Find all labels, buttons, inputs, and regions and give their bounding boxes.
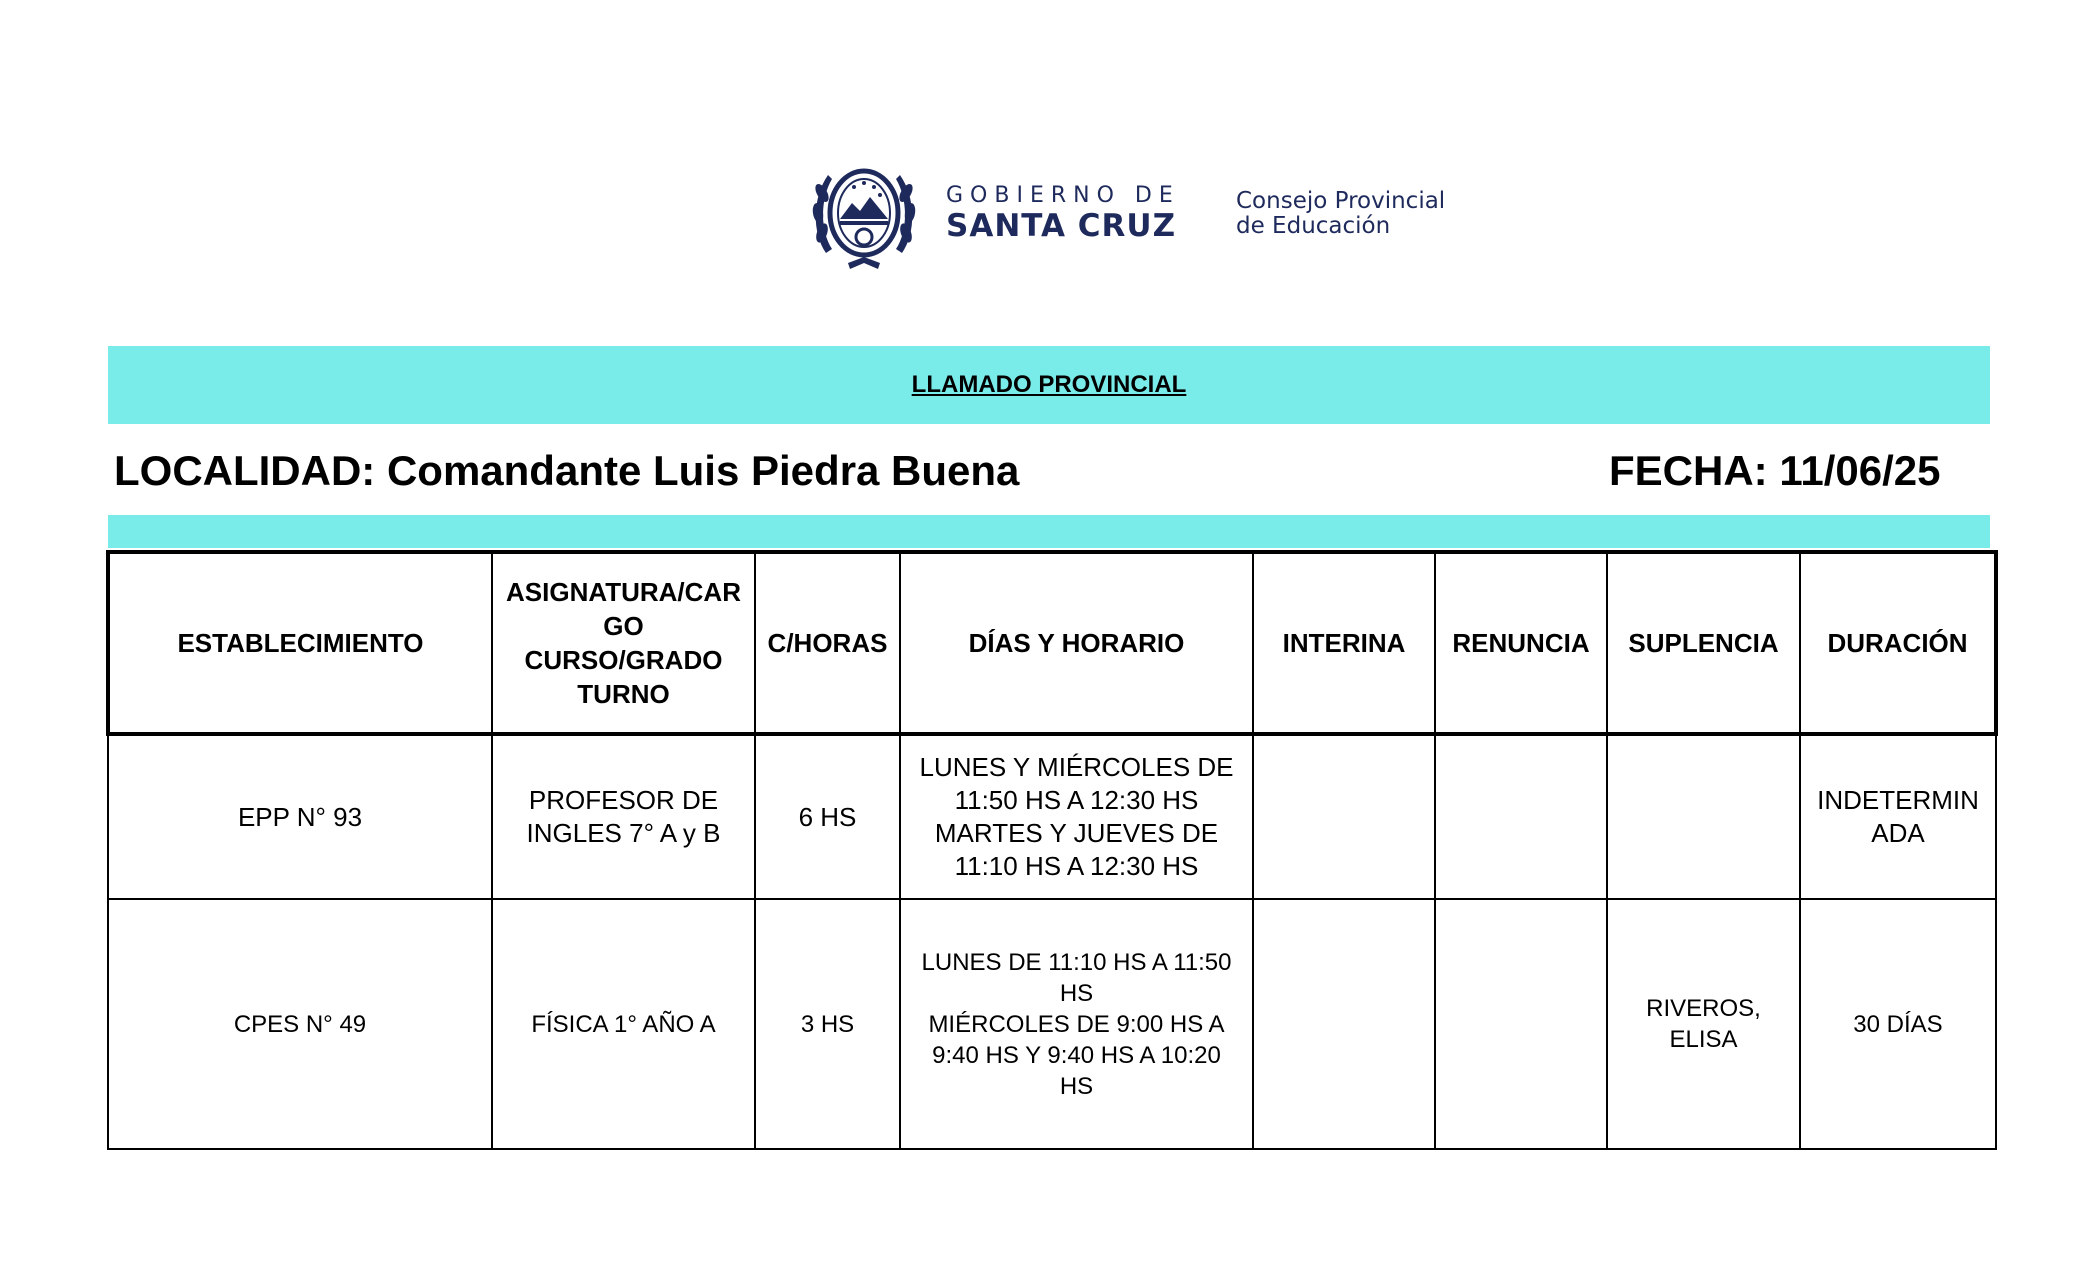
- government-name: [946, 183, 1180, 243]
- cell-renuncia: [1435, 734, 1607, 899]
- cell-horas: 6 HS: [755, 734, 900, 899]
- table-row: [108, 734, 1996, 899]
- table-header-row: [108, 552, 1996, 734]
- cell-horas: 3 HS: [755, 899, 900, 1149]
- coat-of-arms-icon: [808, 153, 920, 275]
- header-duracion: DURACIÓN: [1800, 552, 1996, 734]
- cell-suplencia: RIVEROS, ELISA: [1607, 899, 1800, 1149]
- fecha-text: FECHA: 11/06/25: [1609, 447, 1941, 494]
- localidad-text: LOCALIDAD: Comandante Luis Piedra Buena: [114, 447, 1020, 494]
- gov-line-1: GOBIERNO DE: [946, 183, 1180, 208]
- cell-interina: [1253, 734, 1435, 899]
- cell-renuncia: [1435, 899, 1607, 1149]
- cell-establecimiento: CPES N° 49: [108, 899, 492, 1149]
- council-name: [1236, 189, 1445, 239]
- header-asignatura: ASIGNATURA/CAR GO CURSO/GRADO TURNO: [492, 552, 755, 734]
- title-banner: [108, 346, 1990, 424]
- cell-duracion: 30 DÍAS: [1800, 899, 1996, 1149]
- gov-line-2: SANTA CRUZ: [946, 208, 1177, 244]
- header-horario: DÍAS Y HORARIO: [900, 552, 1253, 734]
- header-interina: INTERINA: [1253, 552, 1435, 734]
- header-horas: C/HORAS: [755, 552, 900, 734]
- cell-asignatura: PROFESOR DE INGLES 7° A y B: [492, 734, 755, 899]
- header-logo: [808, 153, 1498, 283]
- header-establecimiento: ESTABLECIMIENTO: [108, 552, 492, 734]
- header-suplencia: SUPLENCIA: [1607, 552, 1800, 734]
- vacancy-table: [106, 550, 1998, 1150]
- cell-horario: LUNES DE 11:10 HS A 11:50 HS MIÉRCOLES DE 9:00 HS A 9:40 HS Y 9:40 HS A 10:20 HS: [900, 899, 1253, 1149]
- banner-title: LLAMADO PROVINCIAL: [911, 371, 1187, 398]
- cell-horario: LUNES Y MIÉRCOLES DE 11:50 HS A 12:30 HS MARTES Y JUEVES DE 11:10 HS A 12:30 HS: [900, 734, 1253, 899]
- council-line-2: de Educación: [1236, 213, 1391, 239]
- divider-banner: [108, 515, 1990, 548]
- cell-duracion: INDETERMIN ADA: [1800, 734, 1996, 899]
- header-renuncia: RENUNCIA: [1435, 552, 1607, 734]
- table-row: [108, 899, 1996, 1149]
- cell-suplencia: [1607, 734, 1800, 899]
- cell-establecimiento: EPP N° 93: [108, 734, 492, 899]
- cell-interina: [1253, 899, 1435, 1149]
- cell-asignatura: FÍSICA 1° AÑO A: [492, 899, 755, 1149]
- council-line-1: Consejo Provincial: [1236, 188, 1446, 214]
